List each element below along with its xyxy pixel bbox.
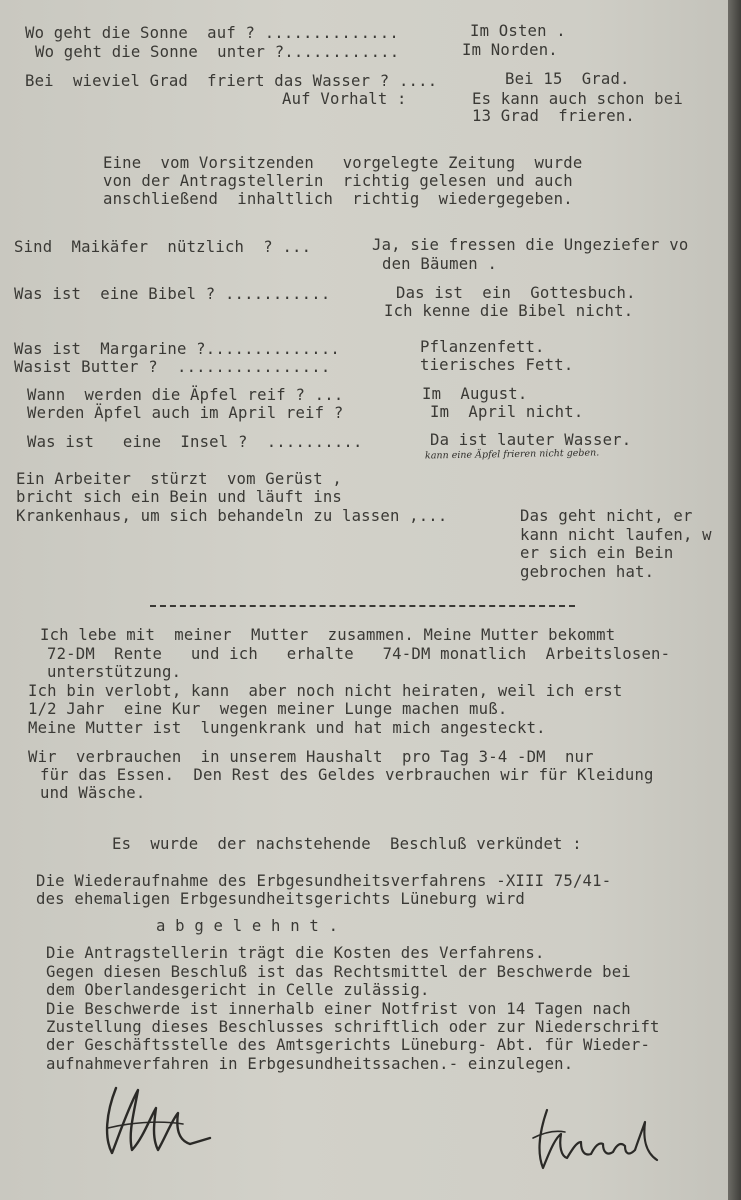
answer-aepfel-reif: Im August.: [422, 385, 528, 403]
answer-vorhalt-cont: 13 Grad frieren.: [472, 107, 635, 125]
question-vorhalt: Auf Vorhalt :: [282, 90, 407, 108]
decision-line: dem Oberlandesgericht in Celle zulässig.: [46, 981, 430, 999]
statement-line: Wir verbrauchen in unserem Haushalt pro Tag 3-4 -DM nur: [28, 748, 594, 766]
answer-maikaefer-cont: den Bäumen .: [382, 255, 498, 273]
decision-line: aufnahmeverfahren in Erbgesundheitssachen.- einzulegen.: [46, 1055, 574, 1073]
answer-maikaefer: Ja, sie fressen die Ungeziefer vo: [372, 236, 689, 254]
decision-line: Die Wiederaufnahme des Erbgesundheitsverfahrens -XIII 75/41-: [36, 872, 612, 890]
signature-right: [525, 1098, 675, 1183]
decision-line: Zustellung dieses Beschlusses schriftlich oder zur Niederschrift: [46, 1018, 660, 1036]
worker-answer-line: gebrochen hat.: [520, 563, 655, 581]
question-margarine: Was ist Margarine ?..............: [14, 340, 340, 358]
statement-line: und Wäsche.: [40, 784, 146, 802]
answer-aepfel-april: Im April nicht.: [430, 403, 584, 421]
statement-line: Ich bin verlobt, kann aber noch nicht heiraten, weil ich erst: [28, 682, 623, 700]
statement-line: Ich lebe mit meiner Mutter zusammen. Meine Mutter bekommt: [40, 626, 616, 644]
worker-answer-line: Das geht nicht, er: [520, 507, 693, 525]
answer-freezing: Bei 15 Grad.: [505, 70, 630, 88]
newspaper-line: anschließend inhaltlich richtig wiedergegeben.: [103, 190, 573, 208]
signature-left: [98, 1068, 218, 1168]
statement-line: 72-DM Rente und ich erhalte 74-DM monatlich Arbeitslosen-: [47, 645, 671, 663]
question-insel: Was ist eine Insel ? ..........: [27, 433, 363, 451]
decision-line: Die Beschwerde ist innerhalb einer Notfrist von 14 Tagen nach: [46, 1000, 631, 1018]
worker-answer-line: er sich ein Bein: [520, 544, 674, 562]
answer-vorhalt: Es kann auch schon bei: [472, 90, 683, 108]
question-butter: Wasist Butter ? ................: [14, 358, 331, 376]
statement-line: 1/2 Jahr eine Kur wegen meiner Lunge machen muß.: [28, 700, 508, 718]
decision-line: der Geschäftsstelle des Amtsgerichts Lüneburg- Abt. für Wieder-: [46, 1036, 651, 1054]
worker-question-line: bricht sich ein Bein und läuft ins: [16, 488, 342, 506]
answer-bibel-cont: Ich kenne die Bibel nicht.: [384, 302, 634, 320]
decision-line: Die Antragstellerin trägt die Kosten des Verfahrens.: [46, 944, 545, 962]
newspaper-line: von der Antragstellerin richtig gelesen und auch: [103, 172, 573, 190]
decision-heading: Es wurde der nachstehende Beschluß verkündet :: [112, 835, 582, 853]
question-bibel: Was ist eine Bibel ? ...........: [14, 285, 331, 303]
question-aepfel-reif: Wann werden die Äpfel reif ? ...: [27, 386, 344, 404]
statement-line: Meine Mutter ist lungenkrank und hat mich angesteckt.: [28, 719, 546, 737]
worker-answer-line: kann nicht laufen, w: [520, 526, 712, 544]
statement-line: unterstützung.: [47, 663, 182, 681]
answer-sunset: Im Norden.: [462, 41, 558, 59]
statement-line: für das Essen. Den Rest des Geldes verbrauchen wir für Kleidung: [40, 766, 654, 784]
dashed-divider: [150, 605, 575, 607]
answer-margarine: Pflanzenfett.: [420, 338, 545, 356]
question-sunrise: Wo geht die Sonne auf ? ..............: [25, 24, 399, 42]
question-maikaefer: Sind Maikäfer nützlich ? ...: [14, 238, 312, 256]
worker-question-line: Krankenhaus, um sich behandeln zu lassen ,...: [16, 507, 448, 525]
handwritten-note: kann eine Äpfel frieren nicht geben.: [424, 447, 600, 462]
worker-question-line: Ein Arbeiter stürzt vom Gerüst ,: [16, 470, 342, 488]
answer-bibel: Das ist ein Gottesbuch.: [396, 284, 636, 302]
answer-butter: tierisches Fett.: [420, 356, 574, 374]
decision-rejected: a b g e l e h n t .: [156, 917, 339, 935]
decision-line: Gegen diesen Beschluß ist das Rechtsmittel der Beschwerde bei: [46, 963, 631, 981]
question-freezing: Bei wieviel Grad friert das Wasser ? ....: [25, 72, 438, 90]
binding-edge: [728, 0, 741, 1200]
answer-insel: Da ist lauter Wasser.: [430, 431, 632, 449]
decision-line: des ehemaligen Erbgesundheitsgerichts Lüneburg wird: [36, 890, 525, 908]
answer-sunrise: Im Osten .: [470, 22, 566, 40]
question-aepfel-april: Werden Äpfel auch im April reif ?: [27, 404, 344, 422]
newspaper-line: Eine vom Vorsitzenden vorgelegte Zeitung wurde: [103, 154, 583, 172]
question-sunset: Wo geht die Sonne unter ?............: [35, 43, 400, 61]
